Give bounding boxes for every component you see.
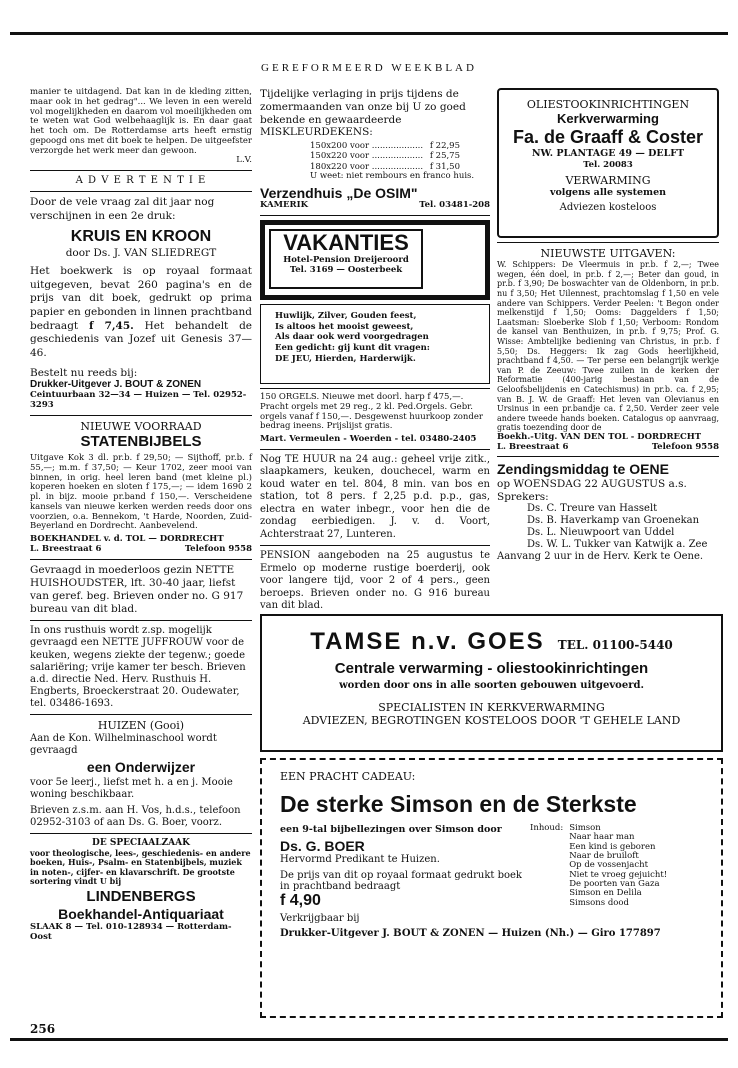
kruis-intro: Door de vele vraag zal dit jaar nog verschijnen in een 2e druk: — [30, 196, 215, 222]
inhoud-item: Simson en Delila — [569, 888, 642, 899]
onderwijzer-heading: HUIZEN (Gooi) — [97, 719, 185, 733]
inhoud-item: Naar haar man — [569, 832, 635, 843]
inhoud-item: Simsons dood — [569, 897, 629, 908]
speaker: Ds. B. Haverkamp van Groenekan — [527, 515, 700, 527]
statenbijbels-address: L. Breestraat 6 — [30, 543, 102, 554]
kruis-publisher: Drukker-Uitgever J. BOUT & ZONEN — [30, 379, 202, 391]
article-text: manier te uitdagend. Dat kan in de kleding zitten, maar ook in het gedrag"... We leven in een wereld vol mogelijkheden en daarom vol moeilijkheden om te weten wat God welbehaaglijk is. En daar gaat het toch om. De Rotterdamse arts heeft ernstig gepoogd ons met dit boek te helpen. De uitgeefster verzorgde het werk meer dan gewoon. — [30, 87, 252, 156]
lindenbergs-address: SLAAK 8 — Tel. 010-128934 — Rotterdam-Oost — [30, 921, 232, 942]
inhoud-item: Niet te vroeg gejuicht! — [569, 869, 668, 880]
simson-sub: een 9-tal bijbellezingen over Simson door — [280, 824, 502, 835]
simson-publisher: Drukker-Uitgever J. BOUT & ZONEN — Huizen (Nh.) — Giro 177897 — [280, 928, 661, 939]
zendingsmiddag-date: op WOENSDAG 22 AUGUSTUS a.s. — [497, 478, 687, 491]
statenbijbels-text: Uitgave Kok 3 dl. pr.b. f 29,50; — Sijthoff, pr.b. f 55,—; m.m. f 37,50; — Keur 1702, zeer mooi van binnen, in orig. heel leren band (met kleine pl.) koperen hoeken en sloten f 175,—; — idem 1690 2 pl. in bijz. mooie pr.band f 150,—. Verscheidene kansels van nieuwe kerken werden reeds door ons voorzien, o.a. Bennekom, 't Harde, Noorden, Zuid-Beyerland en Dordrecht. Aanbevelend. — [30, 452, 252, 532]
inhoud-item: De poorten van Gaza — [569, 879, 660, 890]
miskleur-note: U weet: niet rembours en franco huis. — [310, 170, 475, 181]
tamse-ad — [260, 614, 723, 752]
zendingsmiddag-time: Aanvang 2 uur in de Herv. Kerk te Oene. — [497, 551, 704, 563]
graaff-line1: OLIESTOOKINRICHTINGEN — [526, 98, 690, 111]
tamse-name: TAMSE n.v. GOES — [310, 628, 545, 655]
top-rule — [10, 32, 728, 35]
speaker: Ds. L. Nieuwpoort van Uddel — [527, 527, 675, 539]
inhoud-item: Op de vossenjacht — [569, 860, 648, 871]
orgels-address: Mart. Vermeulen - Woerden - tel. 03480-2405 — [260, 434, 477, 445]
tamse-line5: ADVIEZEN, BEGROTINGEN KOSTELOOS DOOR 'T GEHELE LAND — [302, 714, 681, 727]
vakanties-hotel: Hotel-Pension Dreijeroord — [283, 255, 409, 266]
speaker: Ds. W. L. Tukker van Katwijk a. Zee — [527, 539, 708, 551]
simson-author: Ds. G. BOER — [280, 838, 365, 854]
simson-role: Hervormd Predikant te Huizen. — [280, 854, 440, 865]
inhoud-item: Een kind is geboren — [569, 841, 656, 852]
kruis-author: door Ds. J. VAN SLIEDREGT — [65, 246, 217, 259]
osim-place: KAMERIK — [260, 200, 308, 211]
simson-ad — [260, 758, 723, 1018]
juffrouw-ad: In ons rusthuis wordt z.sp. mogelijk gevraagd een NETTE JUFFROUW voor de keuken, wegens ziekte der tegenw.; goede salariëring; vrije kamer ter besch. Brieven a.d. directie Ned. Herv. Rusthuis H. Engberts, Broeckerstraat 20. Oudewater, tel. 03486-1693. — [30, 625, 246, 710]
inhoud-item: Naar de bruiloft — [569, 851, 639, 862]
tamse-line2: Centrale verwarming - oliestookinrichtingen — [334, 660, 649, 677]
nieuwste-tel: Telefoon 9558 — [651, 441, 719, 452]
page-number: 256 — [30, 1022, 56, 1036]
zendingsmiddag-sprekers-label: Sprekers: — [497, 490, 549, 503]
lindenbergs-subtitle: Boekhandel-Antiquariaat — [58, 905, 224, 922]
osim-tel: Tel. 03481-208 — [419, 200, 490, 211]
speciaalzaak-heading: DE SPECIAALZAAK — [92, 838, 190, 849]
vakanties-title: VAKANTIES — [283, 230, 409, 256]
onderwijzer-body: voor 5e leerj., liefst met h. a en j. Mooie woning beschikbaar. — [30, 777, 233, 801]
miskleur-text: Tijdelijke verlaging in prijs tijdens de zomermaanden van onze bij U zo goed bekende en gewaardeerde MISKLEURDEKENS: — [260, 88, 466, 139]
graaff-name: Fa. de Graaff & Coster — [512, 126, 704, 147]
page-header: GEREFORMEERD WEEKBLAD — [261, 62, 477, 74]
tamse-line3: worden door ons in alle soorten gebouwen uitgevoerd. — [339, 680, 644, 691]
statenbijbels-publisher: BOEKHANDEL v. d. TOL — DORDRECHT — [30, 534, 224, 545]
tamse-line4: SPECIALISTEN IN KERKVERWARMING — [378, 701, 605, 714]
simson-title: De sterke Simson en de Sterkste — [280, 791, 637, 817]
nieuwste-address: L. Breestraat 6 — [497, 441, 569, 452]
nieuwste-publisher: Boekh.-Uitg. VAN DEN TOL - DORDRECHT — [497, 431, 702, 442]
vakanties-tel: Tel. 3169 — Oosterbeek — [289, 265, 403, 276]
graaff-address: NW. PLANTAGE 49 — DELFT — [531, 148, 685, 160]
simson-price: f 4,90 — [280, 892, 321, 909]
inhoud-item: Simson — [569, 823, 601, 833]
graaff-systemen: volgens alle systemen — [549, 187, 667, 199]
onderwijzer-intro: Aan de Kon. Wilhelminaschool wordt gevraagd — [30, 732, 217, 756]
graaff-tel: Tel. 20083 — [583, 159, 633, 170]
simson-avail: Verkrijgbaar bij — [280, 913, 360, 924]
kruis-body2: Het behandelt de geschiedenis van Jozef uit Genesis 37—46. — [30, 319, 253, 360]
statenbijbels-tel: Telefoon 9558 — [184, 543, 252, 554]
orgels-text: 150 ORGELS. Nieuwe met doorl. harp f 475,—. Pracht orgels met 29 reg., 2 kl. Ped.Orgels. Gebr. orgels vanaf f 150,—. Desgewenst huurkoop zonder bedrag ineens. Prijslijst gratis. — [260, 392, 483, 432]
kruis-address: Ceintuurbaan 32—34 — Huizen — Tel. 02952-3293 — [30, 390, 247, 411]
kruis-price: f 7,45. — [88, 319, 134, 332]
simson-inhoud-label: Inhoud: — [530, 823, 564, 833]
onderwijzer-title: een Onderwijzer — [86, 758, 196, 775]
article-signature: L.V. — [236, 155, 252, 166]
speciaalzaak-text: voor theologische, lees-, geschiedenis- en andere boeken, Huis-, Psalm- en Statenbijbels, muziek in noten-, cijfer- en klavarschrift. De grootste sortering vindt U bij — [30, 848, 251, 886]
statenbijbels-heading: NIEUWE VOORRAAD — [80, 419, 202, 433]
kruis-body: Het boekwerk is op royaal formaat uitgegeven, bevat 260 pagina's en de prijs van dit boek, gedrukt op prima papier en gebonden in linnen prachtband bedraagt — [30, 265, 252, 332]
vakanties-box — [260, 220, 490, 300]
kruis-order: Bestelt nu reeds bij: — [30, 366, 138, 379]
statenbijbels-title: STATENBIJBELS — [80, 432, 202, 450]
nieuwste-uitgaven-heading: NIEUWSTE UITGAVEN: — [540, 247, 676, 260]
onderwijzer-body2: Brieven z.s.m. aan H. Vos, h.d.s., telefoon 02952-3103 of aan Ds. G. Boer, voorz. — [30, 805, 241, 829]
price-row: 180x220 voor ................... f 31,50 — [310, 161, 460, 172]
column-middle — [260, 88, 490, 613]
pension-ad: PENSION aangeboden na 25 augustus te Ermelo op moderne rustige boerderij, ook voor langere tijd, voor 2 of 4 pers., geen beroeps. Brieven onder no. G 916 bureau van dit blad. — [260, 550, 490, 612]
column-left — [30, 88, 252, 942]
graaff-coster-ad — [497, 88, 719, 238]
advertentie-heading: A D V E R T E N T I E — [75, 175, 207, 187]
column-right — [497, 88, 719, 563]
graaff-adviezen: Adviezen kosteloos — [559, 201, 657, 213]
osim-title: Verzendhuis „De OSIM" — [260, 184, 418, 201]
nieuwste-uitgaven-text: W. Schippers: De Vleermuis in pr.b. f 2,—; Twee wegen, één doel, in pr.b. f 2,—; Beter dan goud, in pr.b. f 3,90; De boswachter van de Oldenborn, in pr.b. nu f 3,50; Het Uilennest, prachtomslag f 1,50 en vele andere van Schippers. Verder Peelen: 't Begon onder melkenstijd f 1,50; Ooms: Daggelders f 1,50; Laatsman: Sloeberke Slob f 1,50; Verboom: Rondom de kansel van Benthuizen, in pr.b. f 9,75; Prof. G. Wisse: Ambtelijke bediening van Christus, in pr.b. f 5,50; Ds. Heggers: Ik zag Gods heerlijkheid, prachtband f 4,50. — Ter perse een belangrijk werkje van P. de Zeeuw: Twee zuilen in de kerken der Reformatie (400-jarig bestaan van de Geloofsbelijdenis en Catechismus) in pr.b. ca. f 2,95; van B. J. W. de Graaff: Het leven van Olevianus en Ursinus in een pr.bandje ca. f 2,50. Verder zeer vele andere tweede hands boeken. Catalogus op aanvraag, gratis toezending door de — [497, 260, 719, 433]
kruis-title: KRUIS EN KROON — [70, 228, 212, 246]
graaff-verwarming: VERWARMING — [565, 173, 651, 187]
zendingsmiddag-title: Zendingsmiddag te OENE — [497, 461, 669, 478]
dejeu-text: Huwlijk, Zilver, Gouden feest, Is altoos het mooist geweest, Als daar ook werd voorgedragen Een gedicht: gij kunt dit vragen: DE JEU, Hierden, Harderwijk. — [275, 311, 430, 364]
huishoudster-ad: Gevraagd in moederloos gezin NETTE HUISHOUDSTER, lft. 30-40 jaar, liefst van geref. beg. Brieven onder no. G 917 bureau van dit blad. — [30, 563, 244, 616]
simson-top: EEN PRACHT CADEAU: — [280, 770, 416, 783]
price-row: 150x200 voor ................... f 22,95 — [310, 141, 460, 152]
simson-price-text: De prijs van dit op royaal formaat gedrukt boek in prachtband bedraagt — [280, 870, 522, 892]
price-row: 150x220 voor ................... f 25,75 — [310, 151, 460, 162]
lindenbergs-title: LINDENBERGS — [86, 887, 196, 905]
speaker: Ds. C. Treure van Hasselt — [527, 503, 658, 515]
tamse-tel: TEL. 01100-5440 — [557, 638, 673, 652]
graaff-line2: Kerkverwarming — [557, 111, 659, 127]
bottom-rule — [10, 1038, 728, 1041]
huur-ad: Nog TE HUUR na 24 aug.: geheel vrije zitk., slaapkamers, keuken, douchecel, warm en koud water en tel. 804, 8 min. van bos en station, tot 8 pers. f 2,25 p.d. p.p., gas, electra en water inbegr., voor hen die de zondag eerbiedigen. J. v. d. Voort, Achterstraat 27, Lunteren. — [260, 453, 490, 540]
